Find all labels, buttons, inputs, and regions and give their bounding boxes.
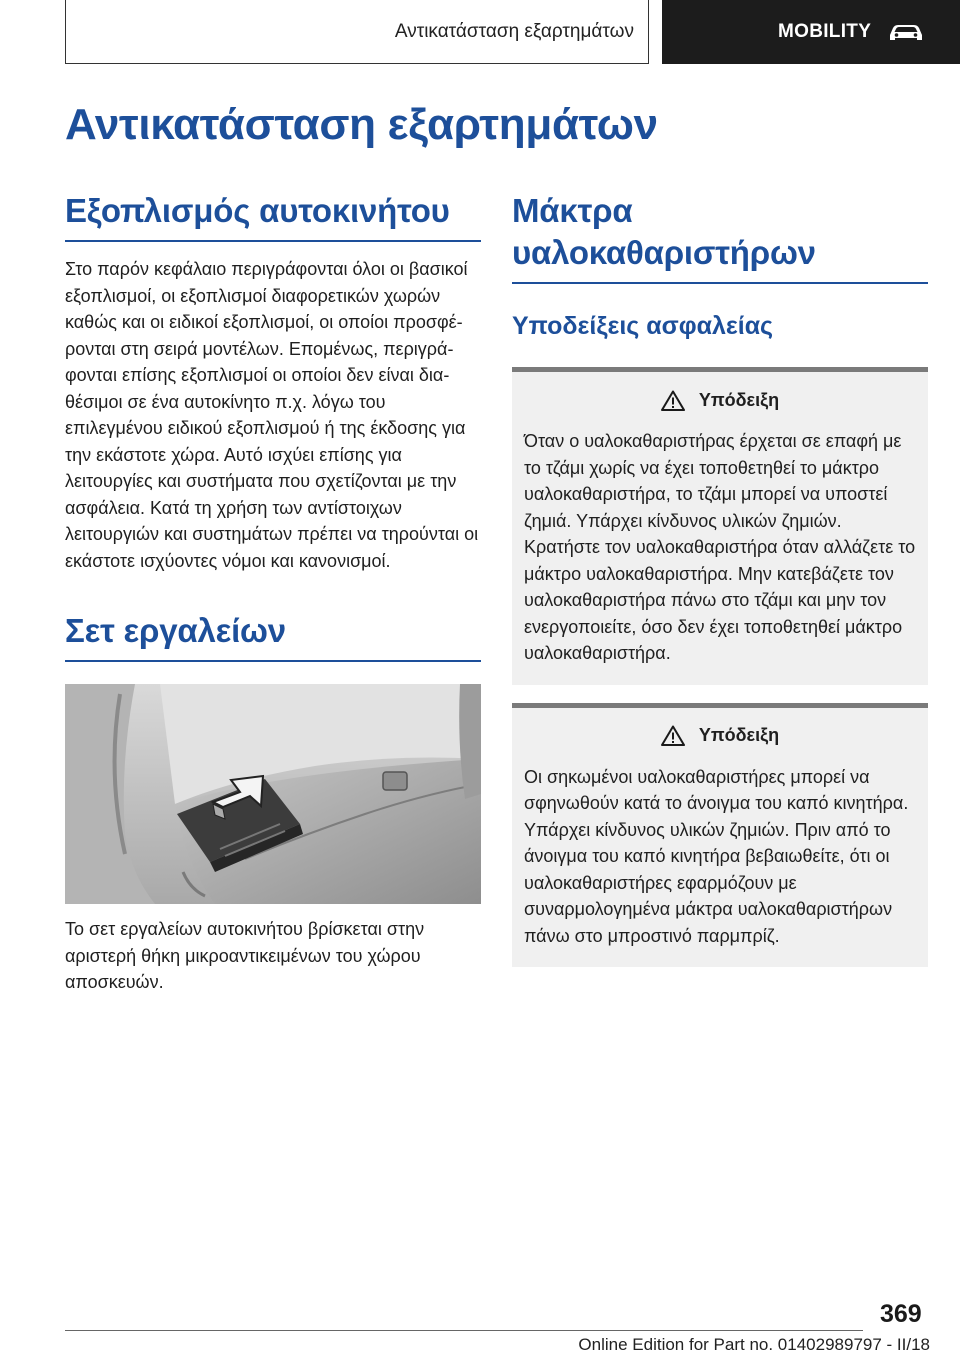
header-chapter-tab <box>662 0 960 64</box>
note-label: Υπόδειξη <box>698 725 780 745</box>
car-icon <box>887 22 925 42</box>
note-header <box>524 372 916 428</box>
header-section-title: Αντικατάσταση εξαρτημάτων <box>394 20 634 42</box>
note-header <box>524 708 916 764</box>
note-box <box>512 367 928 685</box>
footer-edition: Online Edition for Part no. 01402989797 - II/18 <box>578 1335 930 1354</box>
note-label: Υπόδειξη <box>698 389 780 410</box>
left-column <box>65 190 481 996</box>
wiper-blades-heading: Μάκτρα υαλοκαθαριστήρων <box>512 190 928 284</box>
page-number: 369 <box>880 1300 922 1328</box>
note-box <box>512 703 928 968</box>
page-title: Αντικατάσταση εξαρτημάτων <box>65 100 658 149</box>
toolkit-heading: Σετ εργαλείων <box>65 610 481 662</box>
header-section-tab <box>65 0 649 64</box>
warning-icon <box>661 390 685 411</box>
trunk-toolkit-image <box>65 684 481 904</box>
safety-notes-heading: Υποδείξεις ασφαλείας <box>512 312 774 340</box>
footer-divider <box>65 1330 863 1331</box>
note-text: Οι σηκωμένοι υαλοκαθαριστήρες μπορεί να σφηνωθούν κατά το άνοιγμα του καπό κινητήρα. Υπάρχει κίνδυνος υλικών ζημιών. Πριν από το άνοιγμα του καπό κινητήρα βεβαιωθείτε, ότι οι υαλοκαθαριστήρες εφαρμόζουν με συναρμολογημένα μάκτρα υαλοκαθαριστήρων πάνω στο μπροστινό παρμπρίζ. <box>524 766 909 946</box>
warning-icon <box>661 725 685 746</box>
equipment-paragraph: Στο παρόν κεφάλαιο περιγράφονται όλοι οι βασικοί εξοπλισμοί, οι εξοπλισμοί διαφορετικών χωρών καθώς και οι ειδικοί εξοπλισμοί, οι οποίοι προσφέρονται στη σειρά μοντέλων. Επομένως, περιγράφονται επίσης εξοπλισμοί οι οποίοι δεν είναι διαθέσιμοι σε ένα αυτοκίνητο π.χ. λόγω του επιλεγμένου ειδικού εξοπλισμού ή της έκδοσης για την εκάστοτε χώρα. Αυτό ισχύει επίσης για λειτουργίες και συστήματα που σχετίζονται με την ασφάλεια. Κατά τη χρήση των αντίστοιχων λειτουργιών και συστημάτων πρέπει να τηρούνται οι εκάστοτε ισχύοντες νόμοι και κανονισμοί. <box>65 259 479 571</box>
right-column <box>512 190 928 967</box>
note-text: Όταν ο υαλοκαθαριστήρας έρχεται σε επαφή με το τζάμι χωρίς να έχει τοποθετηθεί το μάκτρο υαλοκαθαριστήρα, το τζάμι μπορεί να υποστεί ζημιά. Υπάρχει κίνδυνος υλικών ζημιών. Κρατήστε τον υαλοκαθαριστήρα όταν αλλάζετε το μάκτρο υαλοκαθαριστήρα. Μην κατεβάζετε τον υαλοκαθαριστήρα πάνω στο τζάμι και μην τον ενεργοποιείτε, όσο δεν έχει τοποθετηθεί μάκτρο υαλοκαθαριστήρα. <box>524 431 916 663</box>
toolkit-caption: Το σετ εργαλείων αυτοκινήτου βρίσκεται στην αριστερή θήκη μικροαντικειμένων του χώρου αποσκευών. <box>65 919 425 992</box>
header-chapter-label: MOBILITY <box>778 21 872 42</box>
equipment-heading: Εξοπλισμός αυτοκινήτου <box>65 190 481 242</box>
